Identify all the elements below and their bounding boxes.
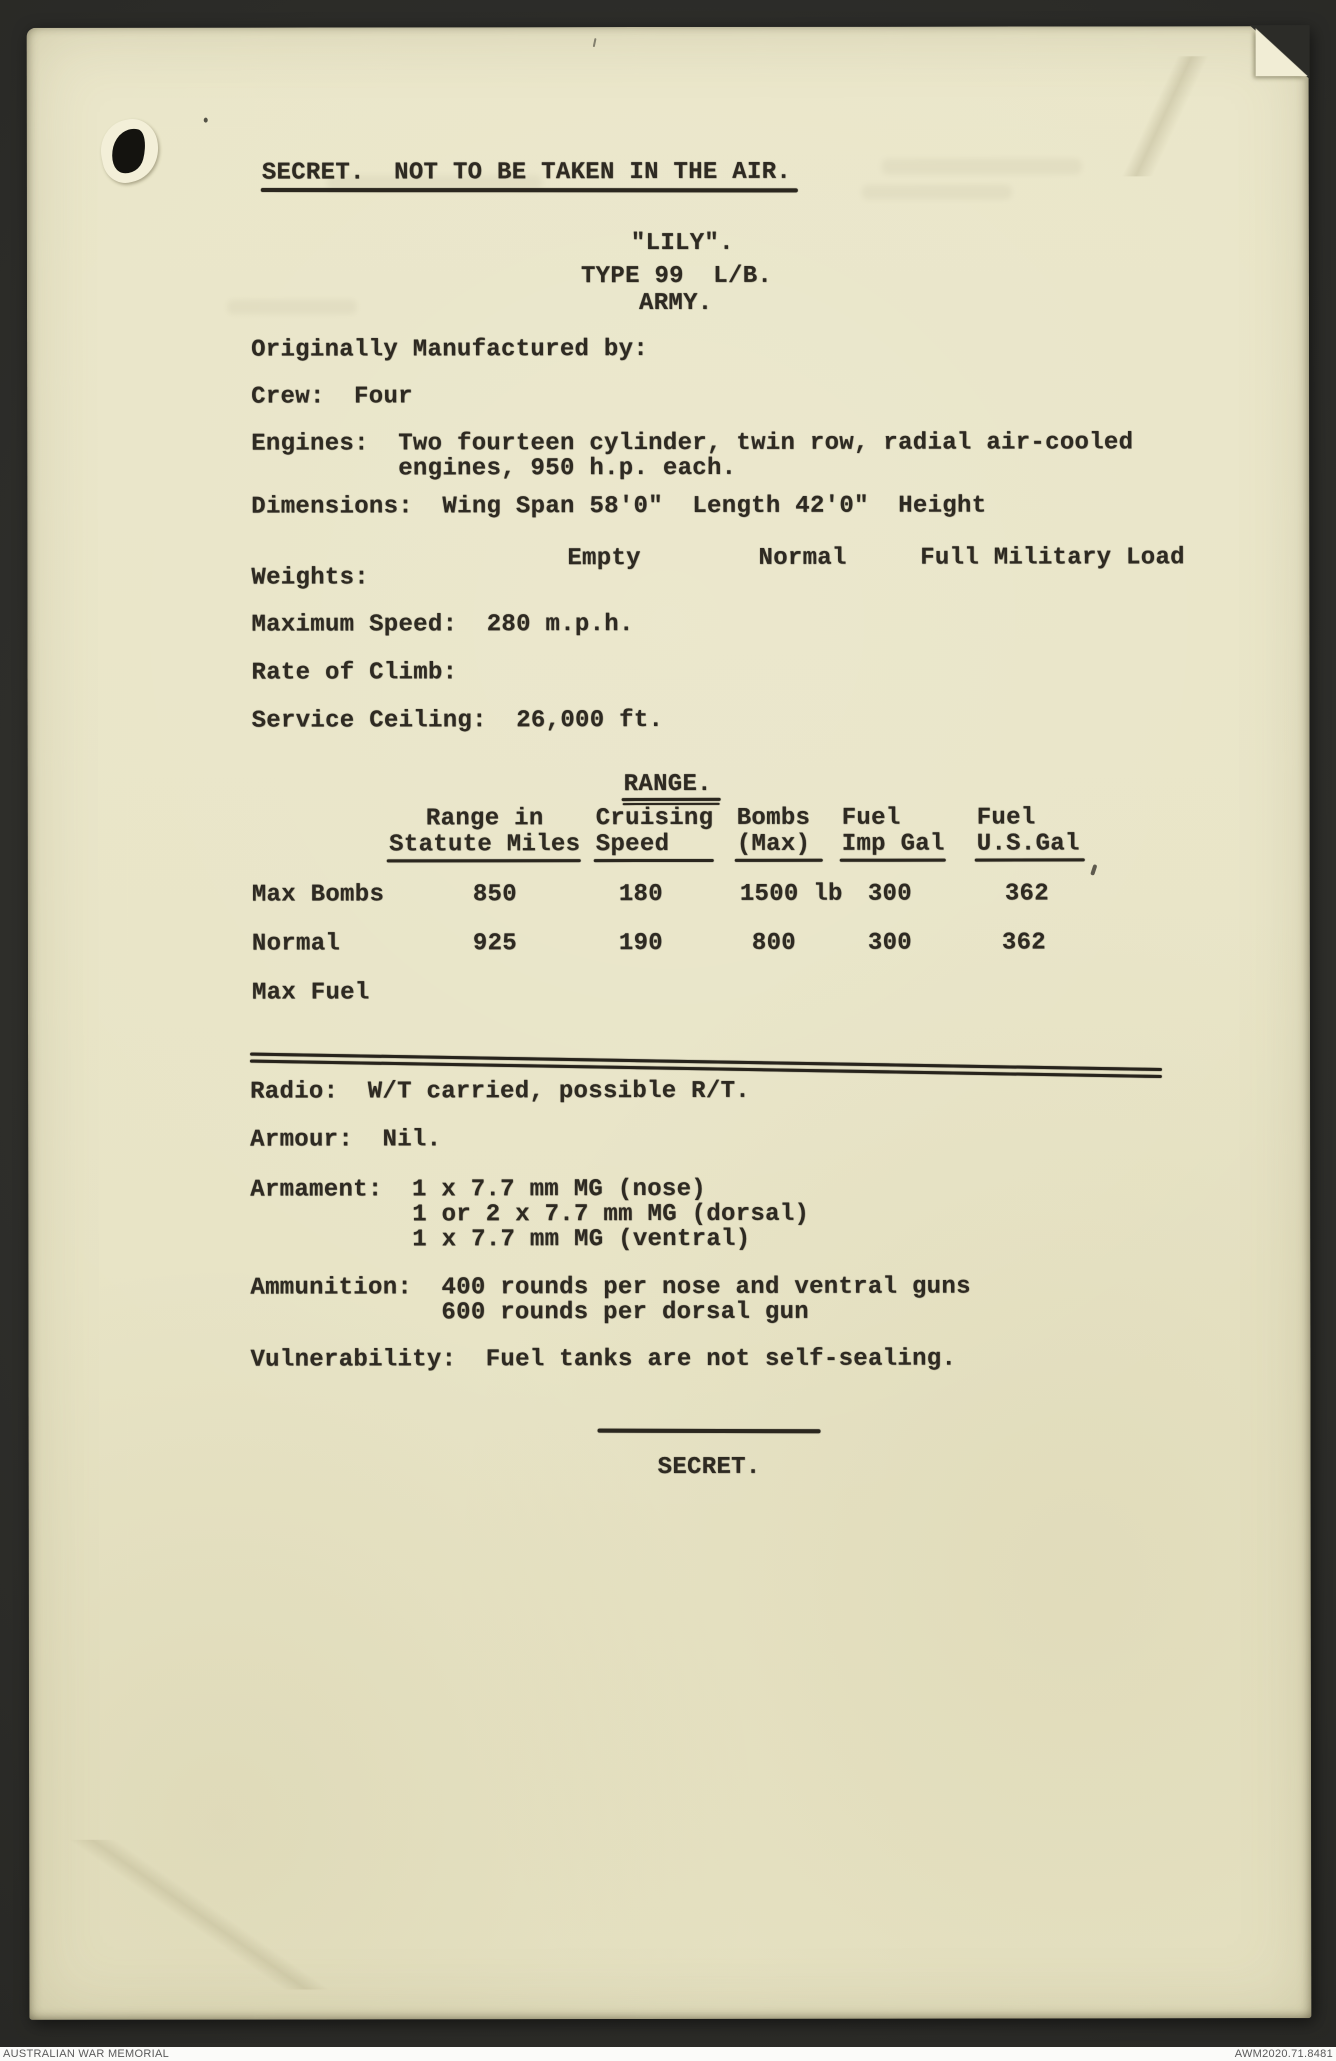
armament-line-2: 1 or 2 x 7.7 mm MG (dorsal) — [412, 1200, 810, 1229]
archive-name-label: AUSTRALIAN WAR MEMORIAL — [3, 2048, 170, 2060]
dimensions-line: Dimensions: Wing Span 58'0" Length 42'0" Height — [251, 492, 987, 521]
radio-line: Radio: W/T carried, possible R/T. — [250, 1077, 751, 1106]
section-divider-double-rule — [250, 1053, 1162, 1078]
bleed-through-smudge — [882, 158, 1082, 174]
table-cell: 300 — [867, 880, 912, 908]
table-row-label: Normal — [251, 930, 341, 958]
armament-line-3: 1 x 7.7 mm MG (ventral) — [412, 1225, 751, 1254]
paper-crease-top-right — [1049, 56, 1279, 176]
paper-crease-bottom-left — [69, 1839, 329, 1989]
table-header-fuel-imp: Fuel Imp Gal — [841, 804, 945, 858]
table-cell: 362 — [1001, 929, 1047, 957]
ink-speck — [204, 118, 208, 123]
table-header-cruising-speed: Cruising Speed — [595, 804, 714, 859]
archive-footer-bar — [0, 2047, 1336, 2061]
header-underline-cruising — [594, 859, 714, 862]
footer-classification-rule — [598, 1429, 821, 1434]
table-header-range: Range in Statute Miles — [389, 805, 581, 859]
table-row-label: Max Bombs — [251, 881, 385, 909]
archive-item-id: AWM2020.71.8481 — [1234, 2048, 1333, 2060]
manufactured-by-label: Originally Manufactured by: — [251, 336, 649, 364]
aircraft-codename: "LILY". — [630, 229, 734, 258]
classification-heading: SECRET. NOT TO BE TAKEN IN THE AIR. — [261, 158, 792, 187]
stray-quote-mark — [1090, 864, 1097, 876]
table-header-bombs-max: Bombs (Max) — [736, 804, 811, 858]
vulnerability-line: Vulnerability: Fuel tanks are not self-sealing. — [250, 1345, 957, 1374]
table-cell: 800 — [751, 929, 797, 957]
table-cell: 362 — [1004, 880, 1049, 908]
paper-sheet — [27, 26, 1312, 2020]
table-cell: 190 — [618, 930, 664, 958]
weights-column-headers: Empty Normal Full Military Load — [567, 544, 1185, 573]
rate-of-climb-label: Rate of Climb: — [251, 659, 458, 687]
ammunition-line-2: 600 rounds per dorsal gun — [441, 1298, 809, 1327]
armour-line: Armour: Nil. — [250, 1126, 442, 1154]
crew-line: Crew: Four — [251, 383, 413, 411]
heading-underline — [261, 188, 798, 192]
footer-classification: SECRET. — [657, 1453, 761, 1482]
range-table-title: RANGE. — [623, 770, 712, 799]
table-row-label: Max Fuel — [251, 979, 370, 1007]
engines-line-2: engines, 950 h.p. each. — [398, 454, 737, 483]
ammunition-line-1: Ammunition: 400 rounds per nose and ventral guns — [250, 1273, 971, 1302]
maximum-speed-line: Maximum Speed: 280 m.p.h. — [251, 611, 634, 639]
engines-line-1: Engines: Two fourteen cylinder, twin row, radial air-cooled — [251, 429, 1134, 458]
ink-speck — [593, 38, 597, 47]
service-branch: ARMY. — [638, 289, 713, 318]
header-underline-fuel-imp — [840, 859, 946, 862]
weights-label: Weights: — [251, 564, 370, 592]
table-cell: 850 — [472, 881, 517, 909]
header-underline-fuel-us — [975, 858, 1085, 861]
header-underline-bombs — [735, 859, 823, 862]
table-cell: 1500 lb — [739, 880, 843, 908]
table-cell: 300 — [867, 929, 913, 957]
table-cell: 925 — [472, 930, 518, 958]
service-ceiling-line: Service Ceiling: 26,000 ft. — [251, 707, 664, 735]
aircraft-type: TYPE 99 L/B. — [580, 262, 773, 291]
table-cell: 180 — [618, 881, 663, 909]
range-title-underline-top — [622, 798, 721, 801]
header-underline-range — [387, 859, 581, 862]
table-header-fuel-us: Fuel U.S.Gal — [976, 804, 1080, 858]
bleed-through-smudge — [227, 299, 357, 314]
bleed-through-smudge — [862, 185, 1012, 200]
armament-line-1: Armament: 1 x 7.7 mm MG (nose) — [250, 1175, 707, 1204]
